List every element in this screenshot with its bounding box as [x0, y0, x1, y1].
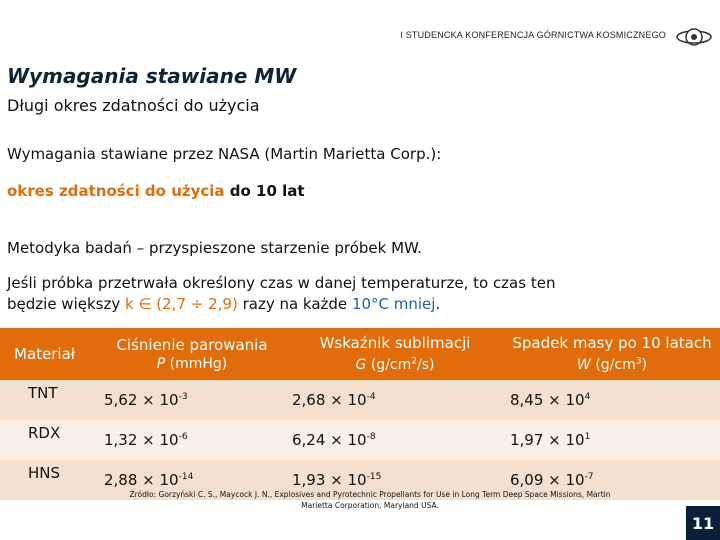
- cell-mass-exp: 4: [584, 392, 591, 402]
- aging-rule-end: .: [435, 295, 441, 313]
- aging-rule-line1: Jeśli próbka przetrwała określony czas w danej temperaturze, to czas ten: [7, 274, 556, 292]
- header-mass-label: Spadek masy po 10 latach: [512, 334, 712, 353]
- header-sublimation-unit-sup: 2: [411, 356, 417, 367]
- cell-mass-base: 6,09 × 10: [510, 471, 585, 489]
- cell-pressure-exp: -14: [178, 472, 194, 482]
- source-citation: [120, 489, 620, 511]
- shelf-life-text: [7, 181, 305, 202]
- slide-title: Wymagania stawiane MW: [7, 64, 297, 88]
- cell-mass-exp: -7: [584, 472, 594, 482]
- cell-sublimation-base: 1,93 × 10: [292, 471, 367, 489]
- methodology-text: Metodyka badań – przyspieszone starzenie próbek MW.: [7, 239, 422, 257]
- cell-mass: [504, 420, 720, 460]
- conference-name: I STUDENCKA KONFERENCJA GÓRNICTWA KOSMICZNEGO: [400, 30, 666, 40]
- aging-rule-line2a: będzie większy: [7, 295, 125, 313]
- cell-sublimation: [286, 380, 504, 420]
- shelf-life-value: do 10 lat: [224, 182, 305, 200]
- cell-pressure-exp: -3: [178, 392, 188, 402]
- nasa-requirements-text: Wymagania stawiane przez NASA (Martin Marietta Corp.):: [7, 145, 442, 163]
- page-number: 11: [686, 506, 720, 540]
- cell-sublimation: [286, 420, 504, 460]
- cell-pressure-exp: -6: [178, 432, 188, 442]
- table-row: [0, 380, 720, 420]
- header-sublimation-unit: (g/cm: [366, 356, 412, 373]
- cell-pressure-base: 1,32 × 10: [104, 431, 179, 449]
- header-pressure-unit: (mmHg): [165, 355, 228, 372]
- header-mass-unit-sup: 3: [635, 356, 642, 367]
- header-sublimation-symbol: G: [355, 356, 367, 373]
- cell-mass-base: 1,97 × 10: [510, 431, 585, 449]
- materials-table: [0, 328, 720, 500]
- cell-material: RDX: [0, 420, 98, 460]
- aging-rule-text: [7, 273, 555, 315]
- cell-mass-exp: 1: [584, 432, 591, 442]
- header-mass: [504, 328, 720, 380]
- cell-pressure-base: 2,88 × 10: [104, 471, 179, 489]
- cell-pressure: [98, 380, 286, 420]
- header-pressure-symbol: P: [156, 355, 166, 372]
- header-sublimation-unit-end: /s): [416, 356, 435, 373]
- cell-sublimation-exp: -8: [366, 432, 376, 442]
- table-header-row: [0, 328, 720, 380]
- table-row: [0, 420, 720, 460]
- header-mass-symbol: W: [577, 356, 591, 373]
- cell-sublimation-exp: -15: [366, 472, 382, 482]
- shelf-life-label: okres zdatności do użycia: [7, 182, 225, 200]
- cell-mass-base: 8,45 × 10: [510, 391, 585, 409]
- slide-subtitle: Długi okres zdatności do użycia: [7, 96, 260, 115]
- header-sublimation: [286, 328, 504, 380]
- cell-sublimation-base: 2,68 × 10: [292, 391, 367, 409]
- header-pressure: [98, 328, 286, 380]
- header-mass-unit-end: ): [641, 356, 647, 373]
- cell-pressure: [98, 420, 286, 460]
- k-factor: k ∈ (2,7 ÷ 2,9): [125, 295, 238, 313]
- header-mass-unit: (g/cm: [590, 356, 636, 373]
- cell-mass: [504, 380, 720, 420]
- aging-rule-line2b: razy na każde: [237, 295, 352, 313]
- cell-material: HNS: [0, 460, 98, 500]
- source-line2: Marietta Corporation, Maryland USA.: [301, 501, 439, 510]
- cell-pressure-base: 5,62 × 10: [104, 391, 179, 409]
- header-material: Materiał: [0, 328, 98, 380]
- cell-sublimation-exp: -4: [366, 392, 376, 402]
- temperature-step: 10°C mniej: [351, 295, 436, 313]
- header-sublimation-label: Wskaźnik sublimacji: [319, 334, 471, 353]
- saturn-logo-icon: [674, 22, 714, 52]
- source-line1: Źródło: Gorzyński C. S., Maycock J. N., Explosives and Pyrotechnic Propellants for Use in Long Term Deep Space Missions, Martin: [129, 490, 611, 499]
- header-pressure-label: Ciśnienie parowania: [116, 335, 268, 354]
- cell-sublimation-base: 6,24 × 10: [292, 431, 367, 449]
- cell-material: TNT: [0, 380, 98, 420]
